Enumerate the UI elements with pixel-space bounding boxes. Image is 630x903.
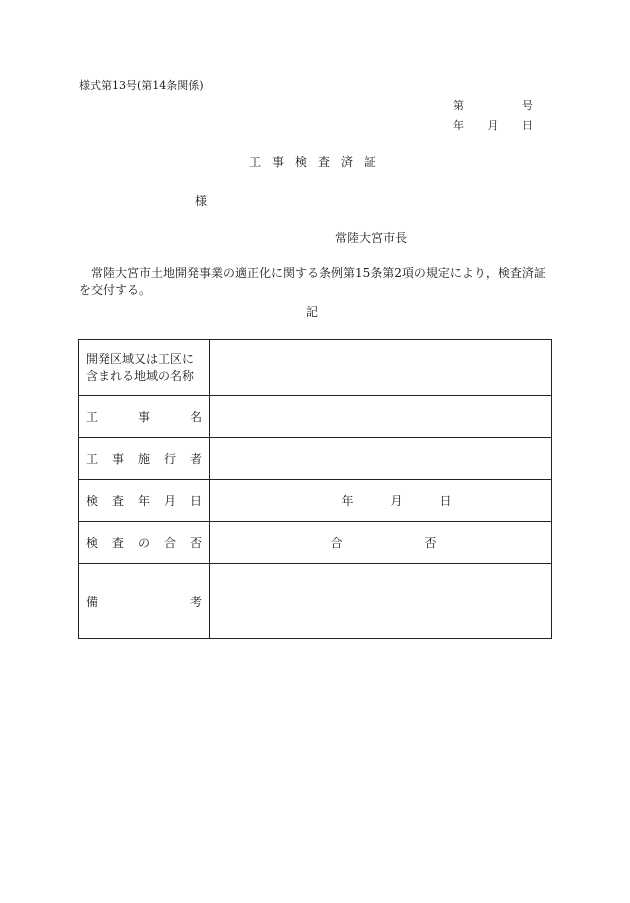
table-row — [79, 438, 552, 480]
label-construction-name — [79, 396, 210, 438]
label-char: 施 — [137, 452, 150, 466]
label-char: 否 — [189, 536, 202, 550]
table-row — [79, 396, 552, 438]
fail-option: 否 — [424, 536, 437, 550]
document-title: 工事検査済証 — [249, 155, 388, 169]
label-char: 名 — [189, 410, 202, 424]
label-char: 検 — [86, 494, 99, 508]
ki-heading: 記 — [306, 305, 319, 319]
doc-no-prefix: 第 — [453, 99, 464, 112]
label-pass-fail — [79, 522, 210, 564]
label-char: 査 — [111, 536, 124, 550]
value-contractor — [210, 438, 552, 480]
date-year: 年 — [341, 494, 354, 508]
label-char: 日 — [189, 494, 202, 508]
label-char: 月 — [163, 494, 176, 508]
label-area-name — [79, 340, 210, 396]
label-char: 工 — [86, 452, 99, 466]
label-char: 備 — [86, 594, 99, 609]
doc-date-month: 月 — [487, 119, 499, 132]
label-char: 合 — [163, 536, 176, 550]
value-pass-fail — [210, 522, 552, 564]
label-char: の — [137, 536, 150, 550]
pass-option: 合 — [330, 536, 343, 550]
label-char: 考 — [189, 594, 202, 609]
label-char: 者 — [189, 452, 202, 466]
table-row — [79, 522, 552, 564]
date-day: 日 — [439, 494, 452, 508]
label-char: 工 — [86, 410, 99, 424]
label-remarks — [79, 564, 210, 639]
doc-date-day: 日 — [522, 119, 533, 132]
label-char: 査 — [111, 494, 124, 508]
table-row — [79, 480, 552, 522]
label-char: 事 — [137, 410, 150, 424]
form-number: 様式第13号(第14条関係) — [79, 79, 204, 92]
table-row — [79, 564, 552, 639]
document-date — [453, 120, 533, 131]
body-text: 常陸大宮市土地開発事業の適正化に関する条例第15条第2項の規定により，検査済証を交付する。 — [79, 266, 546, 297]
doc-no-suffix: 号 — [522, 99, 533, 112]
date-month: 月 — [390, 494, 403, 508]
label-char: 事 — [111, 452, 124, 466]
document-number — [453, 100, 533, 111]
inspection-table — [78, 339, 552, 639]
value-remarks — [210, 564, 552, 639]
label-char: 検 — [86, 536, 99, 550]
label-char: 行 — [163, 452, 176, 466]
issuer-name: 常陸大宮市長 — [335, 231, 408, 245]
value-construction-name — [210, 396, 552, 438]
label-contractor — [79, 438, 210, 480]
label-char: 年 — [137, 494, 150, 508]
recipient-honorific: 様 — [195, 194, 208, 208]
label-inspection-date — [79, 480, 210, 522]
label-line: 含まれる地域の名称 — [86, 368, 195, 383]
label-line: 開発区域又は工区に — [86, 351, 195, 366]
doc-date-year: 年 — [453, 119, 464, 132]
value-area-name — [210, 340, 552, 396]
value-inspection-date — [210, 480, 552, 522]
table-row — [79, 340, 552, 396]
